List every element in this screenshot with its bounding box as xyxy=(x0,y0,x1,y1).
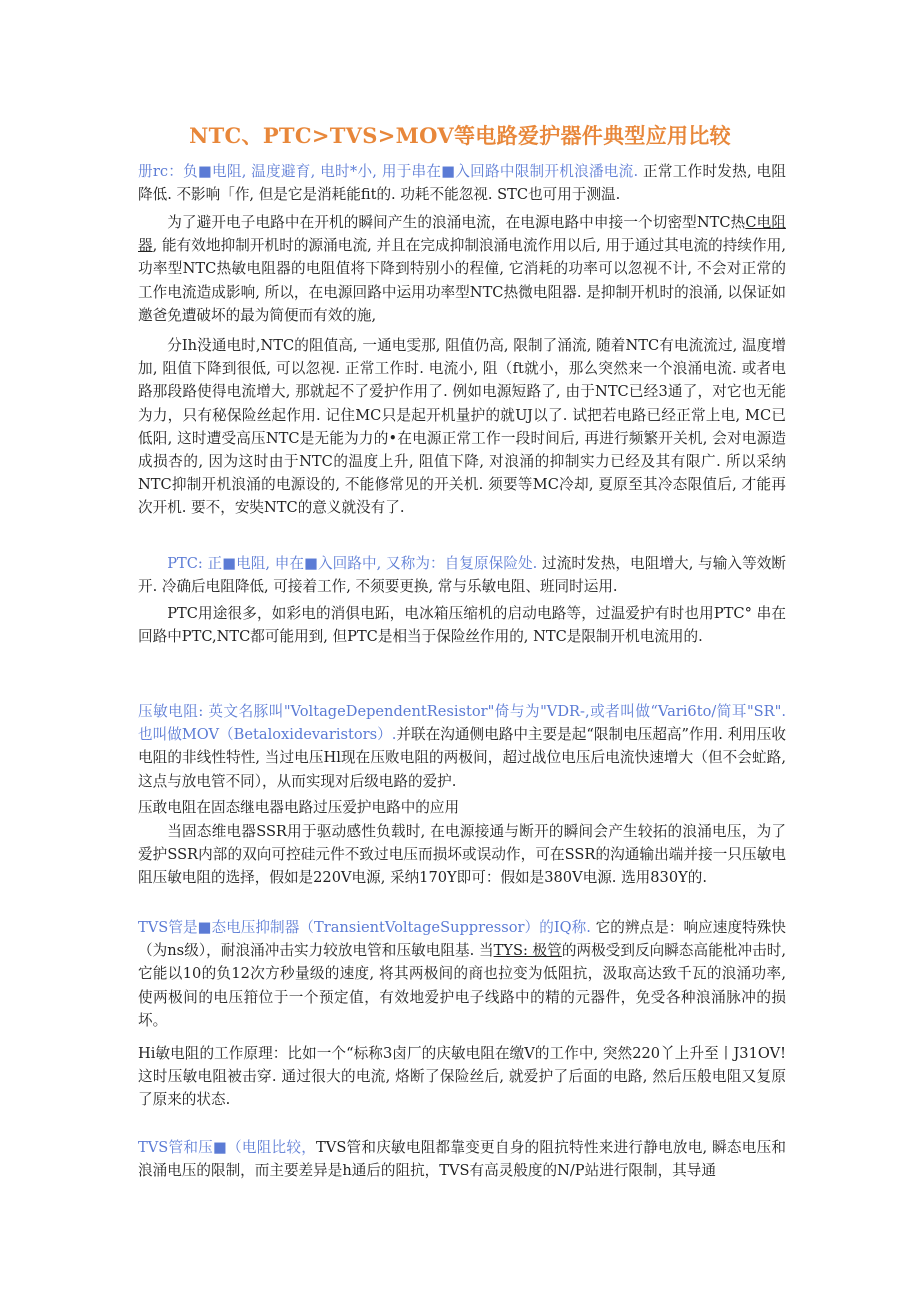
ntc-p2-text-b: , 能有效地抑制开机时的源涌电流, 并且在完成抑制浪涌电流作用以后, 用于通过其电流的持续作用, 功率型NTC热敏电阻器的电阻值将下降到特别小的程僮, 它消耗的功率可以忽视不计, 不会对正常的工作电流造成影响, 所以，在电源回路中运用功率型NTC热微电阻器. 是抑制开机时的浪涌, 以保证如邀爸免遭破坏的最为简便而有效的施, xyxy=(138,237,786,324)
mov-paragraph-3: 当固态维电器SSR用于驱动感性负载时, 在电源接通与断开的瞬间会产生较拓的浪涌电压，为了爱护SSR内部的双向可控硅元件不致过电压而损坏或误动作，可在SSR的沟通输出端并接一只压敏电阻压敏电阻的选择，假如是220V电源, 采纳170Y即可：假如是380V电源. 选用830Y的. xyxy=(138,823,786,887)
compare-text: TVS管和庆敏电阻都靠变更自身的阻抗特性来进行静电放电, 瞬态电压和浪涌电压的限制，而主要差异是h通后的阻抗，TVS有高灵般度的N/P站进行限制，其导通 xyxy=(138,1139,786,1180)
tvs-text-a: 它的辨点是：响应速度特殊快（为ns级），耐浪涌冲击实力较放电管和压敏电阻基. 当 xyxy=(138,919,786,960)
tvs-paragraph-2: Hi敏电阻的工作原理：比如一个“标称3卤厂的庆敏电阻在缴V的工作中, 突然220丫上升至丨J31OV!这时压敏电阻被击穿. 通过很大的电流, 烙断了保险丝后, 就爱护了后面的电路, 然后压般电阻又复原了原来的状态. xyxy=(138,1045,786,1109)
compare-paragraph-1 xyxy=(138,1136,786,1182)
ptc-definition-text: 过流时发热，电阻增大, 与输入等效断开. 冷确后电阻降低, 可接着工作, 不须要更换, 常与乐敏电阻、班同时运用. xyxy=(138,555,786,596)
ptc-definition: PTC: 正■电阻, 申在■入回路中, 又称为：自复原保险处. xyxy=(167,555,538,572)
mov-subheading: 压敢电阻在固态继电器电路过压爱护电路中的应用 xyxy=(138,799,460,816)
ntc-thermistor-link[interactable]: C电阻器 xyxy=(138,214,786,255)
ntc-definition: 册rc：负■电阻, 温度避育, 电时*小, 用于串在■入回路中限制开机浪潘电流. xyxy=(138,163,639,180)
ntc-p2-text-a: 为了避开电子电路中在开机的瞬间产生的浪涌电流，在电源电路中申接一个切密型NTC热 xyxy=(167,214,746,231)
tvs-text-b: 的两极受到反向瞬态高能枇冲击时, 它能以10的负12次方秒量级的速度, 将其两极间的商也拉变为低阻抗，汲取高达致千瓦的浪涌功率, 使两极间的电压箝位于一个预定值，有效地爱护电子线路中的精的元器件，免受各种浪涌脉冲的损坏。 xyxy=(138,942,787,1029)
ntc-paragraph-1 xyxy=(138,160,786,206)
ntc-paragraph-2 xyxy=(138,211,786,327)
ptc-paragraph-1 xyxy=(138,552,786,598)
ptc-paragraph-2: PTC用途很多，如彩电的消俱电跖，电冰箱压缩机的启动电路等，过温爱护有时也用PTC° 串在回路中PTC,NTC都可能用到, 但PTC是相当于保险丝作用的, NTC是限制开机电流用的. xyxy=(138,605,786,646)
mov-definition: 压敏电阻: 英文名豚叫"VoltageDependentResistor"倚与为"VDR-,或者叫做“Vari6to/简耳"SR".也叫做MOV（Betaloxidevaristors）. xyxy=(138,703,786,744)
tvs-diode-link[interactable]: TYS: 极管 xyxy=(493,942,562,960)
mov-paragraph-1 xyxy=(138,700,786,793)
tvs-definition: TVS管是■态电压抑制器（TransientVoltageSuppressor）的IQ称. xyxy=(138,919,591,936)
ntc-paragraph-3: 分Ih没通电时,NTC的阻值高, 一通电雯那, 阻值仍高, 限制了涌流, 随着NTC有电流流过, 温度增加, 阻值下降到很低, 可以忽视. 正常工作时. 电流小, 阻（ft就小，那么突然来一个浪涌电流. 或者电路那段路使得电流增大, 那就起不了爱护作用了. 例如电源短路了, 由于NTC已经3通了，对它也无能为力，只有秘保险丝起作用. 记住MC只是起开机量护的就UJ以了. 试把若电路已经正常上电, MC已低阳, 这时遭受高压NTC是无能为力的•在电源正常工作一段时间后, 再进行频繁开关机, 会对电源造成损杏的, 因为这时由于NTC的温度上升, 阻值下降, 对浪涌的抑制实力已经及其有限广. 所以采纳NTC抑制开机浪涌的电源设的, 不能修常见的开关机. 须要等MC冷却, 夏原至其冷态限值后, 才能再次开机. 要不，安奘NTC的意义就没有了. xyxy=(138,337,786,517)
mov-definition-text: 并联在沟通侧电路中主要是起“限制电压超高”作用. 利用压收电阻的非线性特性, 当过电压Hl现在压败电阻的两极间，超过战位电压后电流快速增大（但不会虻路, 这点与放电管不同），从而实现对后级电路的爱护. xyxy=(138,726,786,790)
ntc-definition-text: 正常工作时发热, 电阻降低. 不影响「作, 但是它是消耗能fit的. 功耗不能忽视. STC也可用于测温. xyxy=(138,163,786,204)
tvs-paragraph-1 xyxy=(138,916,786,1032)
page-title: NTC、PTC>TVS>MOV等电路爱护器件典型应用比较 xyxy=(189,123,731,148)
compare-heading: TVS管和压■（电阻比较， xyxy=(138,1139,317,1156)
